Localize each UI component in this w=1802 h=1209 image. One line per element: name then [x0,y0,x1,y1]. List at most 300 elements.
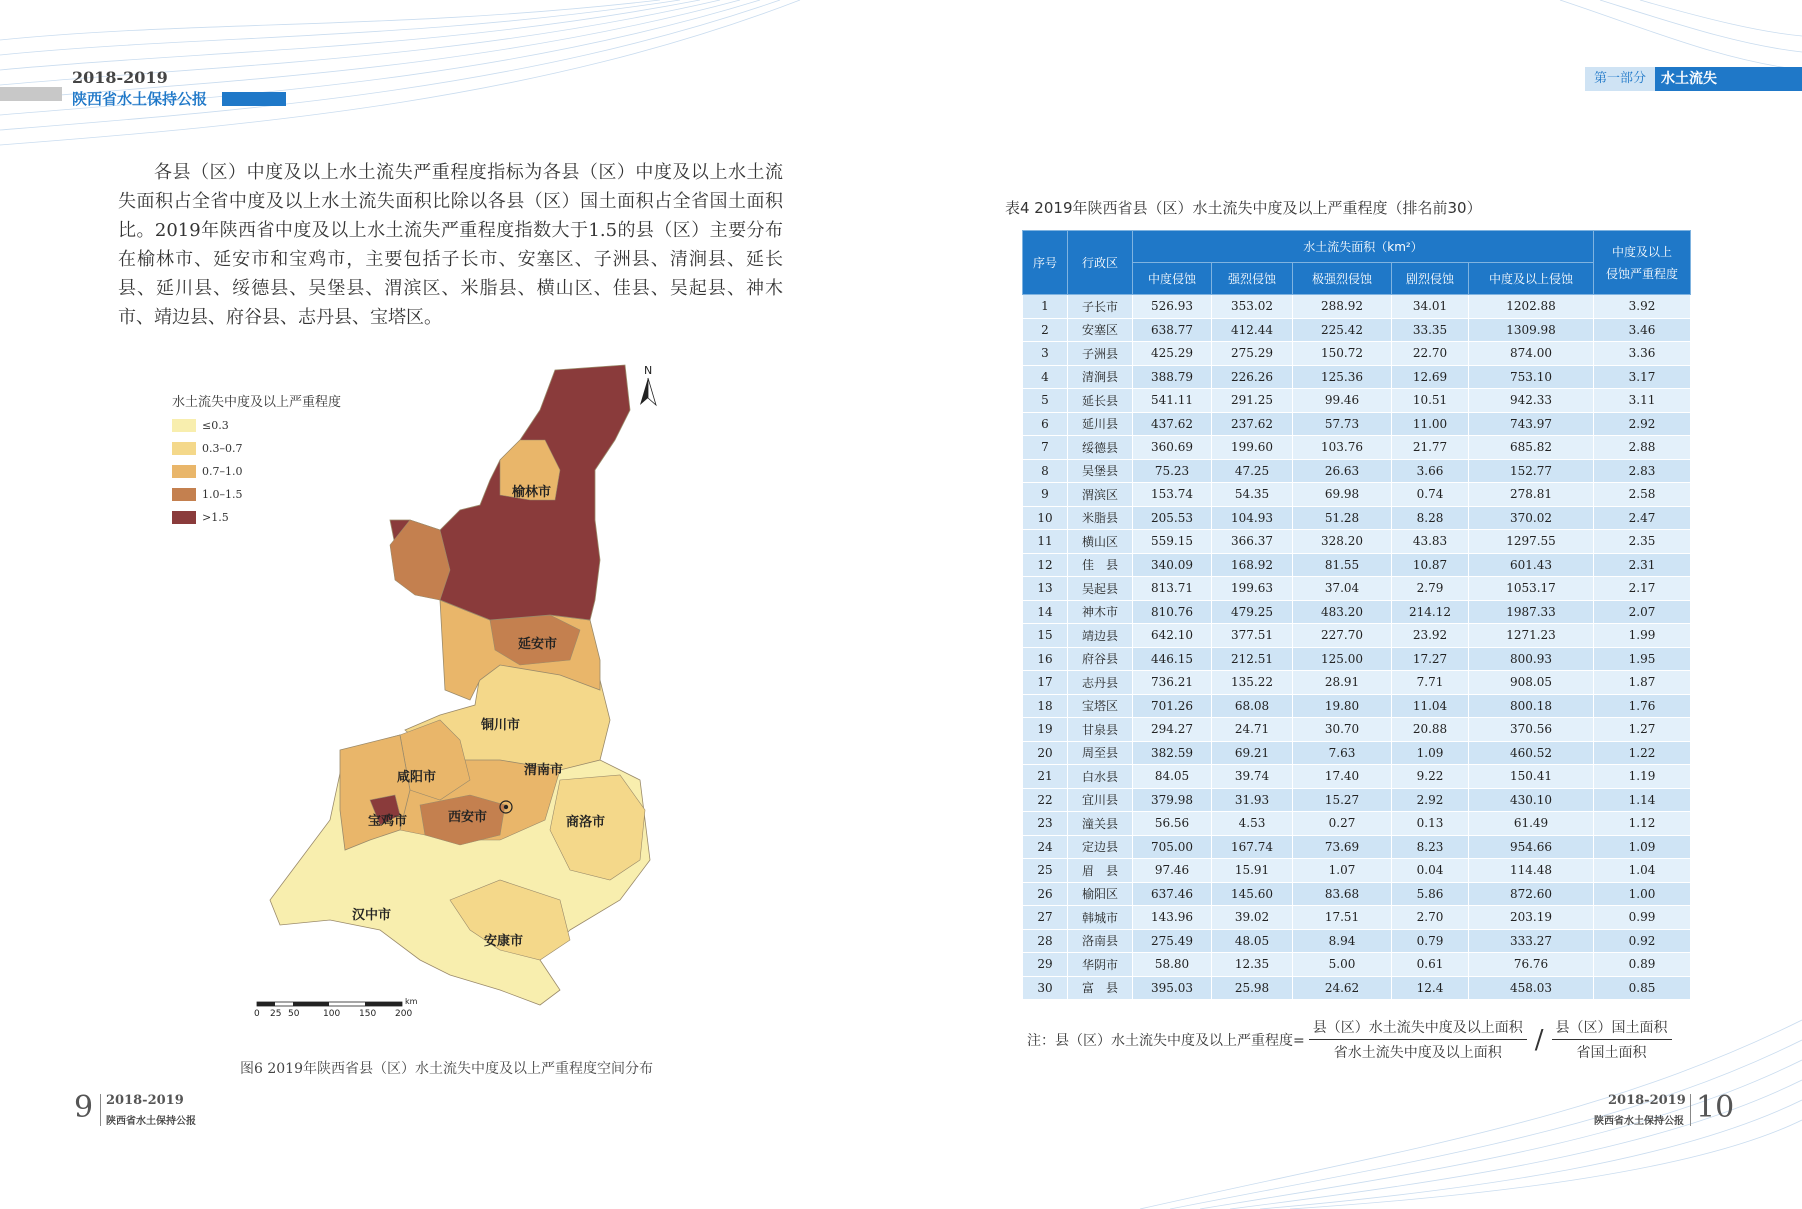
table-cell: 3.11 [1594,389,1691,413]
table-cell: 17.51 [1293,906,1392,930]
city-label: 宝鸡市 [368,814,408,829]
legend-label: >1.5 [202,511,229,524]
table-cell: 212.51 [1212,647,1293,671]
footer-divider-left [100,1094,101,1126]
north-label: N [644,364,653,377]
table-row [1023,671,1691,695]
table-cell: 226.26 [1212,365,1293,389]
city-label: 商洛市 [566,815,606,830]
table-cell: 5.86 [1392,882,1469,906]
table-cell: 104.93 [1212,506,1293,530]
table-cell: 479.25 [1212,600,1293,624]
note-fraction-2 [1552,1017,1672,1062]
table-row [1023,365,1691,389]
table-cell: 1.99 [1594,624,1691,648]
table-cell: 8.23 [1392,835,1469,859]
table-cell: 701.26 [1133,694,1212,718]
table-cell: 20 [1023,741,1068,765]
table-cell: 0.92 [1594,929,1691,953]
table-cell: 4.53 [1212,812,1293,836]
table-cell: 子长市 [1068,295,1133,319]
table-cell: 25.98 [1212,976,1293,1000]
table-cell: 7.63 [1293,741,1392,765]
table-cell: 19.80 [1293,694,1392,718]
table-cell: 子洲县 [1068,342,1133,366]
table-cell: 3.46 [1594,318,1691,342]
table-cell: 145.60 [1212,882,1293,906]
table-cell: 2.17 [1594,577,1691,601]
table-cell: 2 [1023,318,1068,342]
col-header-no: 序号 [1023,231,1068,295]
table-cell: 宝塔区 [1068,694,1133,718]
table-cell: 954.66 [1469,835,1594,859]
table-row [1023,600,1691,624]
table-cell: 559.15 [1133,530,1212,554]
table-cell: 0.85 [1594,976,1691,1000]
table-row [1023,389,1691,413]
table-cell: 8.94 [1293,929,1392,953]
table-cell: 753.10 [1469,365,1594,389]
table-cell: 382.59 [1133,741,1212,765]
table-cell: 135.22 [1212,671,1293,695]
scale-label: 150 [359,1009,377,1019]
table-cell: 18 [1023,694,1068,718]
table-cell: 458.03 [1469,976,1594,1000]
legend-item [172,419,229,432]
note-slash: / [1534,1024,1544,1055]
table-cell: 27 [1023,906,1068,930]
legend-label: 1.0–1.5 [202,488,243,501]
table-cell: 17 [1023,671,1068,695]
city-label: 榆林市 [512,485,552,500]
table-cell: 3.36 [1594,342,1691,366]
legend-swatch [172,465,196,478]
table-cell: 0.04 [1392,859,1469,883]
table-cell: 288.92 [1293,295,1392,319]
table-row [1023,953,1691,977]
table-cell: 167.74 [1212,835,1293,859]
table-cell: 15.91 [1212,859,1293,883]
col-header-very-strong: 极强烈侵蚀 [1293,263,1392,295]
city-label: 铜川市 [481,718,521,733]
table-cell: 39.74 [1212,765,1293,789]
table-cell: 0.99 [1594,906,1691,930]
data-table [1022,230,1691,1000]
scale-label: 100 [323,1009,341,1019]
table-cell: 26 [1023,882,1068,906]
table-cell: 11.00 [1392,412,1469,436]
table-cell: 3.92 [1594,295,1691,319]
table-row [1023,295,1691,319]
table-cell: 30 [1023,976,1068,1000]
table-cell: 靖边县 [1068,624,1133,648]
table-cell: 定边县 [1068,835,1133,859]
page-number-left: 9 [74,1090,94,1125]
table-cell: 20.88 [1392,718,1469,742]
table-row [1023,530,1691,554]
section-name-label: 水土流失 [1655,67,1802,91]
table-cell: 99.46 [1293,389,1392,413]
table-row [1023,624,1691,648]
note-fraction-2-numerator: 县（区）国土面积 [1552,1017,1672,1040]
table-cell: 168.92 [1212,553,1293,577]
table-cell: 43.83 [1392,530,1469,554]
table-cell: 5.00 [1293,953,1392,977]
table-cell: 11.04 [1392,694,1469,718]
table-cell: 1.09 [1392,741,1469,765]
table-cell: 米脂县 [1068,506,1133,530]
table-cell: 1309.98 [1469,318,1594,342]
col-header-severity-line1: 中度及以上 [1611,244,1672,259]
table-cell: 1.09 [1594,835,1691,859]
table-cell: 33.35 [1392,318,1469,342]
page-number-right: 10 [1696,1090,1735,1125]
table-cell: 2.70 [1392,906,1469,930]
table-cell: 2.79 [1392,577,1469,601]
header-year: 2018-2019 [72,68,168,87]
table-cell: 洛南县 [1068,929,1133,953]
table-cell: 甘泉县 [1068,718,1133,742]
table-cell: 延长县 [1068,389,1133,413]
scale-unit: km [405,997,418,1006]
table-cell: 483.20 [1293,600,1392,624]
table-cell: 328.20 [1293,530,1392,554]
table-cell: 吴起县 [1068,577,1133,601]
table-cell: 2.83 [1594,459,1691,483]
table-cell: 294.27 [1133,718,1212,742]
table-row [1023,436,1691,460]
table-row [1023,835,1691,859]
table-row [1023,342,1691,366]
table-cell: 22.70 [1392,342,1469,366]
table-cell: 26.63 [1293,459,1392,483]
table-cell: 353.02 [1212,295,1293,319]
table-cell: 31.93 [1212,788,1293,812]
table-row [1023,694,1691,718]
table-cell: 清涧县 [1068,365,1133,389]
table-cell: 1.19 [1594,765,1691,789]
table-cell: 15 [1023,624,1068,648]
table-title: 表4 2019年陕西省县（区）水土流失中度及以上严重程度（排名前30） [1005,199,1482,217]
table-cell: 0.74 [1392,483,1469,507]
table-cell: 125.36 [1293,365,1392,389]
legend-item [172,511,229,524]
table-row [1023,459,1691,483]
table-cell: 10.51 [1392,389,1469,413]
table-cell: 872.60 [1469,882,1594,906]
table-cell: 69.21 [1212,741,1293,765]
table-cell: 志丹县 [1068,671,1133,695]
table-row [1023,506,1691,530]
legend-item [172,442,243,455]
table-cell: 227.70 [1293,624,1392,648]
city-label: 咸阳市 [397,770,437,785]
table-cell: 237.62 [1212,412,1293,436]
table-cell: 541.11 [1133,389,1212,413]
col-header-district: 行政区 [1068,231,1133,295]
table-cell: 10.87 [1392,553,1469,577]
table-cell: 685.82 [1469,436,1594,460]
table-cell: 23 [1023,812,1068,836]
footer-year-left: 2018-2019 [106,1093,184,1108]
table-cell: 47.25 [1212,459,1293,483]
table-cell: 韩城市 [1068,906,1133,930]
header-blue-bar [222,92,286,106]
table-cell: 府谷县 [1068,647,1133,671]
table-cell: 2.58 [1594,483,1691,507]
table-cell: 0.79 [1392,929,1469,953]
table-cell: 430.10 [1469,788,1594,812]
table-cell: 225.42 [1293,318,1392,342]
table-cell: 7 [1023,436,1068,460]
table-cell: 横山区 [1068,530,1133,554]
table-cell: 1.27 [1594,718,1691,742]
table-cell: 48.05 [1212,929,1293,953]
legend-item [172,488,243,501]
table-cell: 25 [1023,859,1068,883]
table-cell: 1987.33 [1469,600,1594,624]
legend-swatch [172,488,196,501]
table-row [1023,882,1691,906]
table-cell: 延川县 [1068,412,1133,436]
table-row [1023,412,1691,436]
table-cell: 37.04 [1293,577,1392,601]
table-cell: 377.51 [1212,624,1293,648]
city-label: 西安市 [448,810,488,825]
table-cell: 白水县 [1068,765,1133,789]
scale-label: 200 [395,1009,413,1019]
table-cell: 24.62 [1293,976,1392,1000]
table-cell: 1.12 [1594,812,1691,836]
table-cell: 2.31 [1594,553,1691,577]
scale-bar [257,1002,402,1006]
table-cell: 34.01 [1392,295,1469,319]
table-cell: 199.63 [1212,577,1293,601]
table-cell: 58.80 [1133,953,1212,977]
table-cell: 874.00 [1469,342,1594,366]
table-row [1023,788,1691,812]
table-row [1023,741,1691,765]
table-cell: 12.69 [1392,365,1469,389]
table-cell: 10 [1023,506,1068,530]
table-cell: 437.62 [1133,412,1212,436]
col-header-moderate: 中度侵蚀 [1133,263,1212,295]
table-cell: 6 [1023,412,1068,436]
table-row [1023,859,1691,883]
table-cell: 19 [1023,718,1068,742]
table-cell: 9.22 [1392,765,1469,789]
table-cell: 51.28 [1293,506,1392,530]
table-row [1023,929,1691,953]
table-cell: 23.92 [1392,624,1469,648]
note-fraction-1-numerator: 县（区）水土流失中度及以上面积 [1309,1017,1527,1040]
table-cell: 275.49 [1133,929,1212,953]
footer-year-right: 2018-2019 [1608,1093,1686,1108]
table-cell: 0.89 [1594,953,1691,977]
table-cell: 199.60 [1212,436,1293,460]
table-cell: 810.76 [1133,600,1212,624]
footer-title-right: 陕西省水土保持公报 [1594,1116,1684,1127]
table-cell: 3.17 [1594,365,1691,389]
table-row [1023,976,1691,1000]
table-cell: 1202.88 [1469,295,1594,319]
section-part-label: 第一部分 [1585,67,1655,91]
table-cell: 813.71 [1133,577,1212,601]
table-cell: 华阴市 [1068,953,1133,977]
note-prefix: 注：县（区）水土流失中度及以上严重程度= [1027,1032,1305,1049]
table-cell: 743.97 [1469,412,1594,436]
table-cell: 1.14 [1594,788,1691,812]
table-cell: 388.79 [1133,365,1212,389]
table-row [1023,812,1691,836]
table-cell: 83.68 [1293,882,1392,906]
note-fraction-1-denominator: 省水土流失中度及以上面积 [1333,1045,1502,1061]
col-header-severe: 剧烈侵蚀 [1392,263,1469,295]
table-cell: 24 [1023,835,1068,859]
legend-label: 0.3–0.7 [202,442,243,455]
table-cell: 11 [1023,530,1068,554]
table-cell: 143.96 [1133,906,1212,930]
table-cell: 76.76 [1469,953,1594,977]
table-cell: 642.10 [1133,624,1212,648]
table-cell: 54.35 [1212,483,1293,507]
table-cell: 2.88 [1594,436,1691,460]
legend-swatch [172,511,196,524]
table-cell: 8.28 [1392,506,1469,530]
table-row [1023,765,1691,789]
table-cell: 24.71 [1212,718,1293,742]
table-cell: 吴堡县 [1068,459,1133,483]
table-cell: 81.55 [1293,553,1392,577]
table-cell: 12.35 [1212,953,1293,977]
table-cell: 3 [1023,342,1068,366]
table-cell: 150.41 [1469,765,1594,789]
table-cell: 0.61 [1392,953,1469,977]
col-header-strong: 强烈侵蚀 [1212,263,1293,295]
table-cell: 61.49 [1469,812,1594,836]
table-cell: 13 [1023,577,1068,601]
table-cell: 638.77 [1133,318,1212,342]
body-paragraph: 各县（区）中度及以上水土流失严重程度指标为各县（区）中度及以上水土流失面积占全省中度及以上水土流失面积比除以各县（区）国土面积占全省国土面积比。2019年陕西省中度及以上水土流失严重程度指数大于1.5的县（区）主要分布在榆林市、延安市和宝鸡市，主要包括子长市、安塞区、子洲县、清涧县、延长县、延川县、绥德县、吴堡县、渭滨区、米脂县、横山区、佳县、吴起县、神木市、靖边县、府谷县、志丹县、宝塔区。 [118,162,783,328]
table-cell: 39.02 [1212,906,1293,930]
table-cell: 1 [1023,295,1068,319]
header-grey-bar [0,87,62,101]
table-cell: 1.22 [1594,741,1691,765]
table-cell: 1.76 [1594,694,1691,718]
table-row [1023,718,1691,742]
table-cell: 366.37 [1212,530,1293,554]
col-header-area-group: 水土流失面积（km²） [1133,231,1594,263]
scale-label: 50 [288,1009,300,1019]
table-row [1023,577,1691,601]
table-cell: 眉 县 [1068,859,1133,883]
table-cell: 1.07 [1293,859,1392,883]
table-cell: 446.15 [1133,647,1212,671]
table-note [1027,1017,1676,1062]
table-cell: 75.23 [1133,459,1212,483]
table-cell: 14 [1023,600,1068,624]
table-cell: 601.43 [1469,553,1594,577]
table-cell: 340.09 [1133,553,1212,577]
table-cell: 460.52 [1469,741,1594,765]
footer-divider-right [1690,1094,1691,1126]
table-cell: 114.48 [1469,859,1594,883]
map-caption: 图6 2019年陕西省县（区）水土流失中度及以上严重程度空间分布 [240,1061,653,1077]
table-cell: 2.92 [1392,788,1469,812]
map-legend-title: 水土流失中度及以上严重程度 [172,395,342,410]
table-cell: 1297.55 [1469,530,1594,554]
table-cell: 17.40 [1293,765,1392,789]
table-cell: 21 [1023,765,1068,789]
table-cell: 5 [1023,389,1068,413]
legend-label: 0.7–1.0 [202,465,243,478]
table-cell: 705.00 [1133,835,1212,859]
table-cell: 736.21 [1133,671,1212,695]
table-cell: 84.05 [1133,765,1212,789]
city-label: 安康市 [484,934,524,949]
table-cell: 800.18 [1469,694,1594,718]
table-cell: 22 [1023,788,1068,812]
table-cell: 2.47 [1594,506,1691,530]
table-cell: 2.07 [1594,600,1691,624]
table-cell: 275.29 [1212,342,1293,366]
col-header-severity-line2: 侵蚀严重程度 [1605,266,1678,281]
note-fraction-2-denominator: 省国土面积 [1576,1045,1647,1061]
table-cell: 152.77 [1469,459,1594,483]
table-cell: 2.35 [1594,530,1691,554]
legend-swatch [172,419,196,432]
table-cell: 278.81 [1469,483,1594,507]
table-cell: 203.19 [1469,906,1594,930]
table-cell: 942.33 [1469,389,1594,413]
table-cell: 68.08 [1212,694,1293,718]
scale-label: 0 [254,1009,260,1019]
table-cell: 3.66 [1392,459,1469,483]
table-row [1023,318,1691,342]
table-cell: 103.76 [1293,436,1392,460]
table-cell: 12 [1023,553,1068,577]
city-label: 汉中市 [352,908,392,923]
footer-title-left: 陕西省水土保持公报 [106,1116,196,1127]
table-cell: 2.92 [1594,412,1691,436]
header-title: 陕西省水土保持公报 [72,90,208,108]
table-cell: 4 [1023,365,1068,389]
table-cell: 637.46 [1133,882,1212,906]
table-cell: 9 [1023,483,1068,507]
col-header-severity [1594,231,1691,295]
table-cell: 153.74 [1133,483,1212,507]
table-cell: 28.91 [1293,671,1392,695]
table-cell: 潼关县 [1068,812,1133,836]
table-cell: 佳 县 [1068,553,1133,577]
note-fraction-1 [1309,1017,1527,1062]
table-cell: 1.00 [1594,882,1691,906]
table-cell: 379.98 [1133,788,1212,812]
table-cell: 205.53 [1133,506,1212,530]
table-cell: 800.93 [1469,647,1594,671]
table-cell: 291.25 [1212,389,1293,413]
table-cell: 渭滨区 [1068,483,1133,507]
scale-label: 25 [270,1009,282,1019]
table-row [1023,553,1691,577]
table-cell: 16 [1023,647,1068,671]
table-cell: 425.29 [1133,342,1212,366]
table-cell: 412.44 [1212,318,1293,342]
north-arrow-icon [640,378,656,405]
table-cell: 21.77 [1392,436,1469,460]
legend-swatch [172,442,196,455]
table-cell: 57.73 [1293,412,1392,436]
